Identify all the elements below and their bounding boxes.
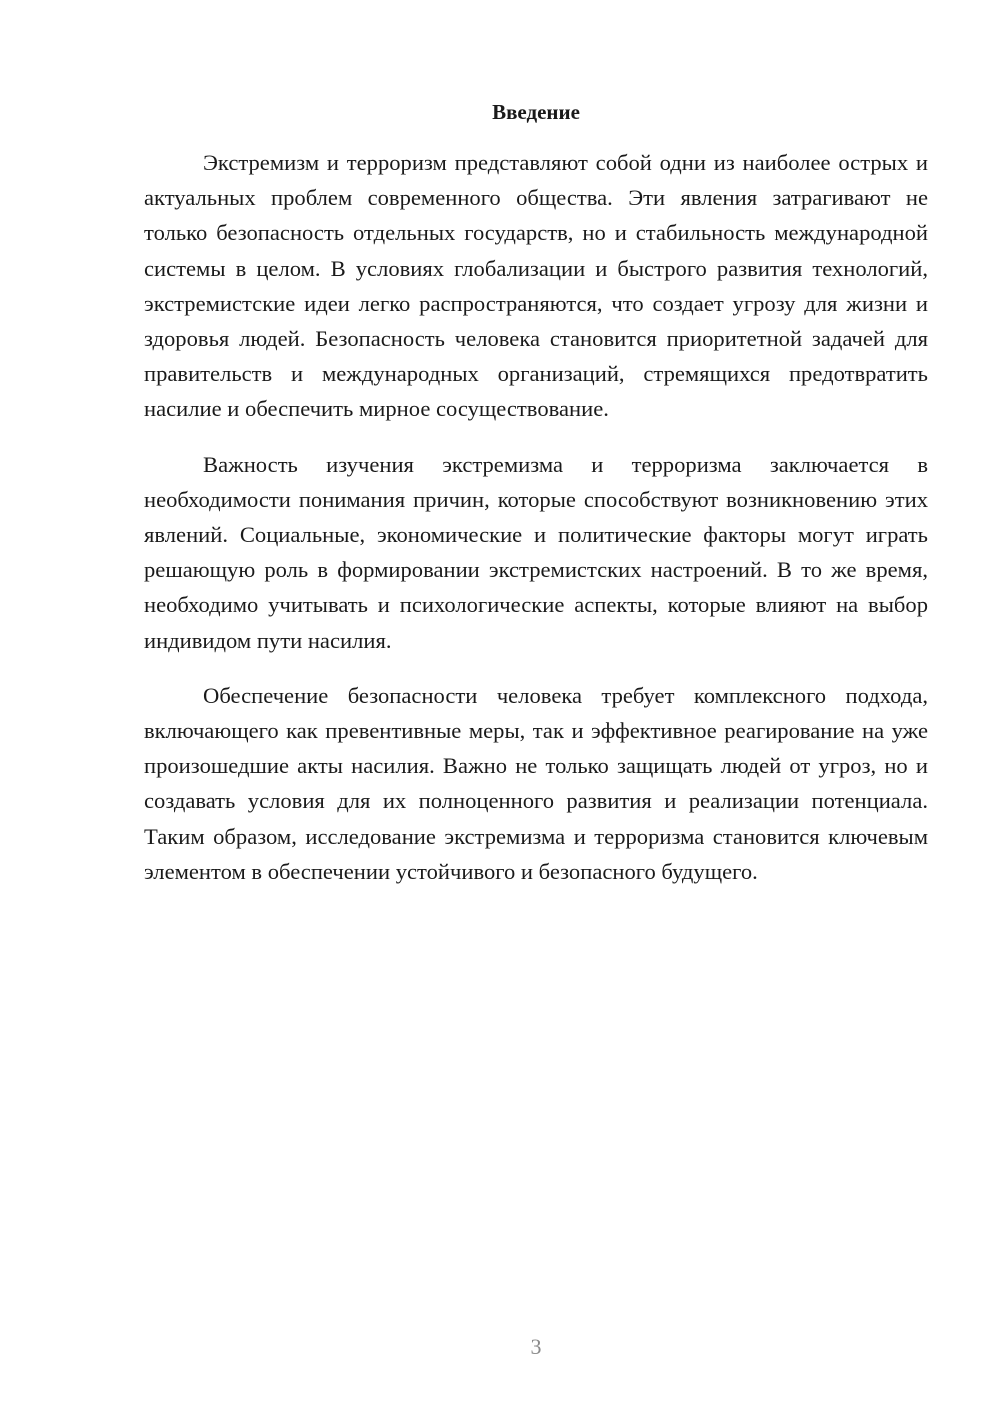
page-number: 3 xyxy=(530,1334,542,1359)
paragraph-3: Обеспечение безопасности человека требует комплексного подхода, включающего как превентивные меры, так и эффективное реагирование на уже произошедшие акты насилия. Важно не только защищать людей от угроз, но и создавать условия для их полноценного развития и реализации потенциала. Таким образом, исследование экстремизма и терроризма становится ключевым элементом в обеспечении устойчивого и безопасного будущего. xyxy=(144,682,928,884)
paragraph-1: Экстремизм и терроризм представляют собой одни из наиболее острых и актуальных проблем современного общества. Эти явления затрагивают не только безопасность отдельных государств, но и стабильность международной системы в целом. В условиях глобализации и быстрого развития технологий, экстремистские идеи легко распространяются, что создает угрозу для жизни и здоровья людей. Безопасность человека становится приоритетной задачей для правительств и международных организаций, стремящихся предотвратить насилие и обеспечить мирное сосуществование. xyxy=(144,150,928,422)
paragraph-2: Важность изучения экстремизма и терроризма заключается в необходимости понимания причин, которые способствуют возникновению этих явлений. Социальные, экономические и политические факторы могут играть решающую роль в формировании экстремистских настроений. В то же время, необходимо учитывать и психологические аспекты, которые влияют на выбор индивидом пути насилия. xyxy=(144,451,928,653)
section-title: Введение xyxy=(492,100,580,124)
page-content xyxy=(144,97,928,889)
